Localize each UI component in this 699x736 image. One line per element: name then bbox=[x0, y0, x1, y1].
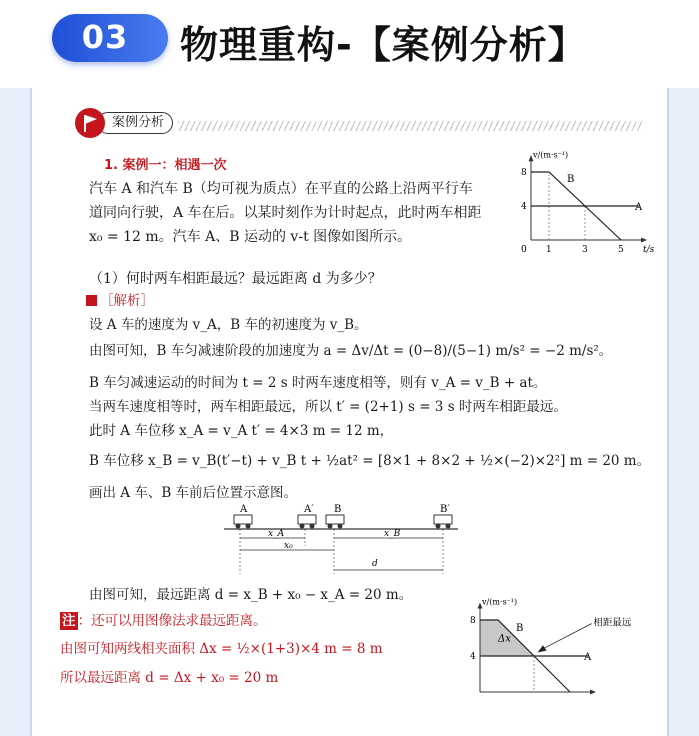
x-tick-label: 3 bbox=[582, 245, 588, 255]
position-diagram bbox=[222, 502, 462, 582]
x-tick-label: 5 bbox=[618, 245, 624, 255]
question: （1）何时两车相距最远？最远距离 d 为多少？ bbox=[89, 271, 382, 287]
case-title: 1. 案例一：相遇一次 bbox=[104, 158, 227, 173]
x-tick-label: 0 bbox=[521, 245, 527, 255]
solution-line: 由图可知，B 车匀减速阶段的加速度为 a = Δv/Δt = (0−8)/(5−1) m/s² = −2 m/s²。 bbox=[89, 343, 613, 359]
diagram-label-b-prime: B′ bbox=[440, 504, 450, 515]
solution-line: 此时 A 车位移 x_A = v_A t′ = 4×3 m = 12 m， bbox=[89, 423, 394, 439]
vt-chart-1 bbox=[515, 148, 665, 258]
dim-xa: x_A bbox=[268, 529, 285, 539]
note-line bbox=[60, 612, 267, 630]
car-a-icon bbox=[234, 515, 252, 529]
note-line: 所以最远距离 d = Δx + x₀ = 20 m bbox=[60, 670, 279, 686]
y-tick-label: 8 bbox=[470, 616, 476, 626]
flag-icon-circle bbox=[75, 108, 105, 138]
solution-line: B 车位移 x_B = v_B(t′−t) + v_B t + ½at² = [8×1 + 8×2 + ½×(−2)×2²] m = 20 m。 bbox=[89, 453, 651, 469]
x-tick-label: 1 bbox=[546, 245, 552, 255]
area-label: Δx bbox=[498, 633, 511, 645]
page-title: 物理重构-【案例分析】 bbox=[180, 23, 587, 67]
series-label-b: B bbox=[516, 622, 524, 634]
solution-line: 设 A 车的速度为 v_A，B 车的初速度为 v_B。 bbox=[89, 317, 368, 333]
diagram-label-a: A bbox=[240, 504, 248, 515]
x-axis-label: t/s bbox=[643, 245, 655, 255]
analysis-label-text: ［解析］ bbox=[100, 293, 154, 309]
analysis-label bbox=[86, 292, 154, 310]
header bbox=[0, 0, 699, 88]
case-desc-line: 汽车 A 和汽车 B（均可视为质点）在平直的公路上沿两平行车 bbox=[89, 181, 473, 197]
case-desc-line: 道同向行驶，A 车在后。以某时刻作为计时起点，此时两车相距 bbox=[89, 205, 482, 221]
y-tick-label: 8 bbox=[521, 168, 527, 178]
annotation-arrow bbox=[543, 624, 592, 649]
note-text: ：还可以用图像法求最远距离。 bbox=[77, 613, 267, 629]
car-b-prime-icon bbox=[434, 515, 452, 529]
annotation-label: 相距最远 bbox=[593, 617, 632, 629]
diagram-label-b: B bbox=[334, 504, 342, 515]
solution-line: 画出 A 车、B 车前后位置示意图。 bbox=[89, 485, 298, 501]
x-axis-arrow bbox=[641, 238, 647, 243]
flag-icon bbox=[75, 108, 105, 138]
y-axis-label: v/(m·s⁻¹) bbox=[482, 597, 518, 607]
dim-x0: x₀ bbox=[284, 541, 293, 551]
section-number: 03 bbox=[81, 18, 129, 56]
series-label-b: B bbox=[567, 174, 575, 186]
note-line: 由图可知两线相夹面积 Δx = ½×(1+3)×4 m = 8 m bbox=[60, 641, 383, 657]
diagram-label-a-prime: A′ bbox=[304, 504, 314, 515]
annotation-arrowhead bbox=[538, 645, 547, 652]
solution-line: 当两车速度相等时，两车相距最远，所以 t′ = (2+1) s = 3 s 时两车相距最远。 bbox=[89, 399, 567, 415]
series-label-a: A bbox=[584, 652, 592, 663]
solution-line: 由图可知，最远距离 d = x_B + x₀ − x_A = 20 m。 bbox=[89, 587, 413, 603]
y-tick-label: 4 bbox=[521, 202, 527, 212]
dim-xb: x_B bbox=[384, 529, 401, 539]
section-tag-label: 案例分析 bbox=[97, 112, 173, 134]
dim-d: d bbox=[372, 559, 378, 569]
car-a-prime-icon bbox=[298, 515, 316, 529]
x-axis-arrow bbox=[590, 690, 596, 695]
series-label-a: A bbox=[635, 202, 643, 213]
vt-chart-2 bbox=[450, 596, 650, 706]
y-tick-label: 4 bbox=[470, 652, 476, 662]
car-b-icon bbox=[326, 515, 344, 529]
case-desc-line: x₀ = 12 m。汽车 A、B 运动的 v-t 图像如图所示。 bbox=[89, 229, 412, 245]
note-tag: 注 bbox=[62, 613, 76, 629]
section-number-badge bbox=[52, 14, 168, 62]
solution-line: B 车匀减速运动的时间为 t = 2 s 时两车速度相等，则有 v_A = v_B + at。 bbox=[89, 375, 547, 391]
hatch-divider bbox=[178, 121, 643, 131]
y-axis-label: v/(m·s⁻¹) bbox=[533, 150, 569, 160]
square-icon bbox=[86, 295, 97, 306]
